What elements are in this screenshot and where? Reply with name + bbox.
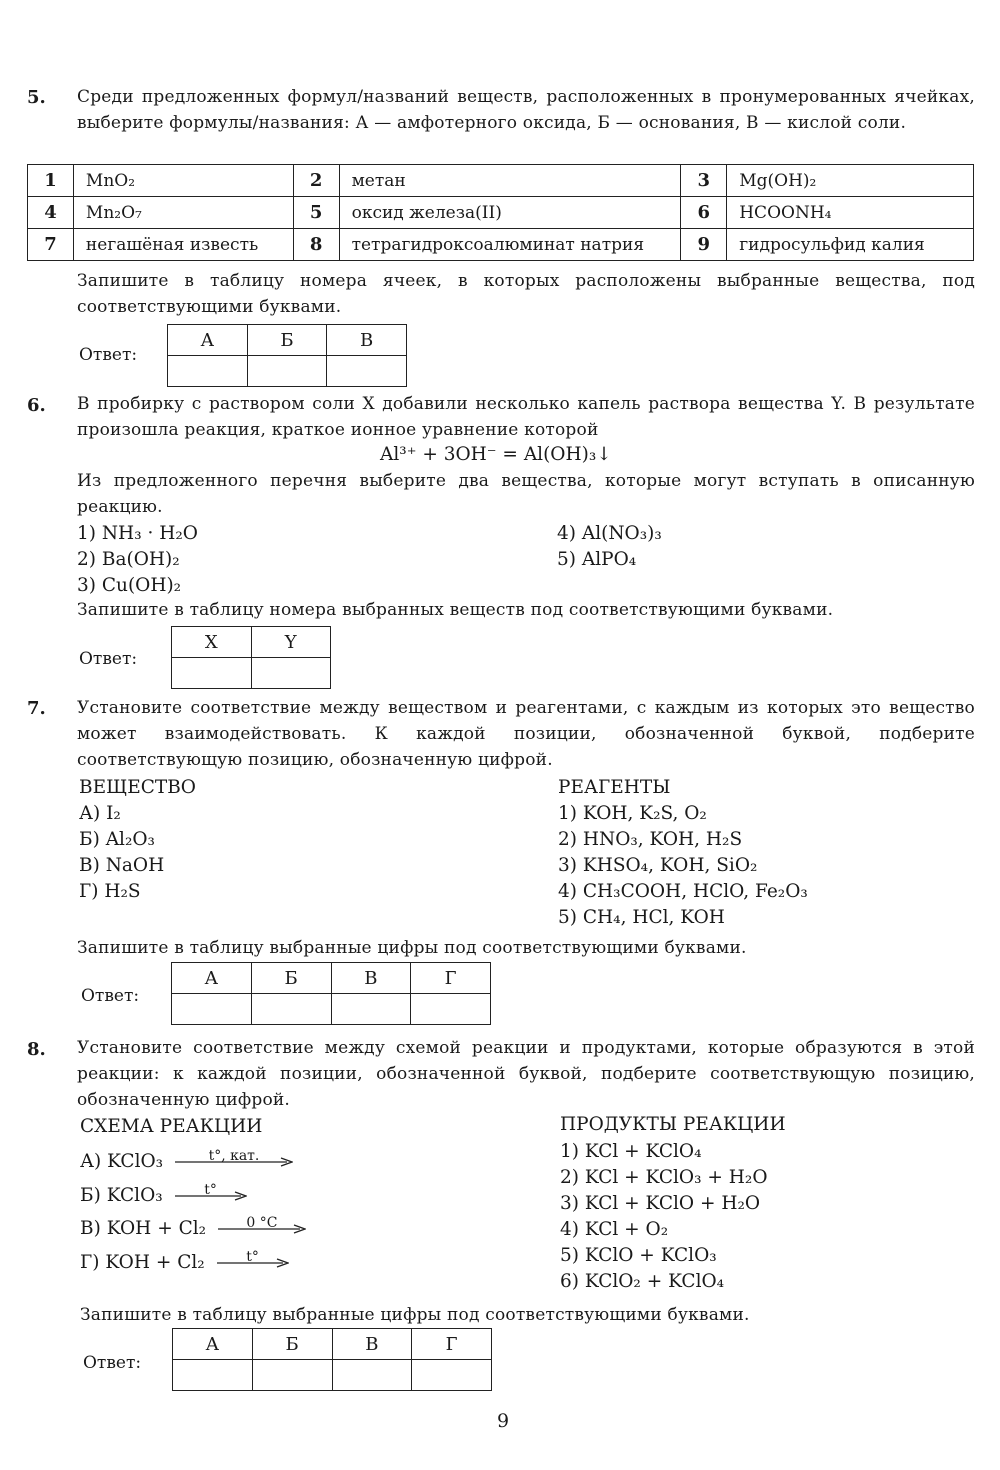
answer-col-header: А <box>173 1329 253 1360</box>
option-2: 2) Ba(OH)₂ <box>77 549 180 570</box>
task-5-text: Среди предложенных формул/названий веществ, расположенных в пронумерованных ячейках, выберите формулы/названия: А — амфотерного оксида, Б — основания, В — кислой соли. <box>77 87 975 133</box>
answer-label: Ответ: <box>83 1353 142 1373</box>
cell-substance: метан <box>339 165 681 197</box>
reaction-arrow <box>175 1182 247 1201</box>
cell-substance: тетрагидроксоалюминат натрия <box>339 229 681 261</box>
answer-col-header: Б <box>247 325 327 356</box>
answer-input-v[interactable] <box>331 994 411 1025</box>
task-7-instruction: Запишите в таблицу выбранные цифры под соответствующими буквами. <box>77 938 747 958</box>
reagent-2: 2) HNO₃, KOH, H₂S <box>558 829 743 850</box>
answer-col-header: В <box>332 1329 412 1360</box>
task-8-answer-table <box>172 1328 492 1391</box>
page-number: 9 <box>497 1410 510 1432</box>
right-column-heading: ПРОДУКТЫ РЕАКЦИИ <box>560 1114 786 1135</box>
option-1: 1) NH₃ · H₂O <box>77 523 198 544</box>
answer-input-y[interactable] <box>251 658 331 689</box>
product-6: 6) KClO₂ + KClO₄ <box>560 1271 725 1292</box>
product-4: 4) KCl + O₂ <box>560 1219 669 1240</box>
reaction-arrow <box>217 1249 289 1268</box>
substance-v: В) NaOH <box>79 855 165 876</box>
reaction-arrow <box>218 1215 306 1234</box>
cell-substance: HCOONH₄ <box>727 197 974 229</box>
option-5: 5) AlPO₄ <box>557 549 637 570</box>
cell-number: 2 <box>293 165 339 197</box>
cell-substance: оксид железа(II) <box>339 197 681 229</box>
answer-col-header: X <box>172 627 252 658</box>
reaction-condition: t°, кат. <box>208 1148 260 1164</box>
task-5-answer-table <box>167 324 407 387</box>
option-4: 4) Al(NO₃)₃ <box>557 523 662 544</box>
answer-col-header: Б <box>251 963 331 994</box>
cell-substance: гидросульфид калия <box>727 229 974 261</box>
left-column-heading: СХЕМА РЕАКЦИИ <box>80 1116 263 1137</box>
answer-input-g[interactable] <box>411 994 491 1025</box>
scheme-lhs: А) KClO₃ <box>80 1151 164 1172</box>
answer-input-g[interactable] <box>412 1360 492 1391</box>
task-7-number: 7. <box>27 698 46 719</box>
reagent-5: 5) CH₄, HCl, KOH <box>558 907 725 928</box>
substance-b: Б) Al₂O₃ <box>79 829 155 850</box>
answer-label: Ответ: <box>79 345 138 365</box>
task-6-instruction: Запишите в таблицу номера выбранных веществ под соответствующими буквами. <box>77 600 834 620</box>
task-8-instruction: Запишите в таблицу выбранные цифры под соответствующими буквами. <box>80 1305 750 1325</box>
product-2: 2) KCl + KClO₃ + H₂O <box>560 1167 768 1188</box>
answer-input-b[interactable] <box>251 994 331 1025</box>
cell-substance: MnO₂ <box>73 165 293 197</box>
task-6-number: 6. <box>27 395 46 416</box>
product-1: 1) KCl + KClO₄ <box>560 1141 702 1162</box>
answer-input-v[interactable] <box>332 1360 412 1391</box>
cell-substance: негашёная известь <box>73 229 293 261</box>
answer-col-header: Y <box>251 627 331 658</box>
cell-number: 6 <box>681 197 727 229</box>
reaction-condition: 0 °C <box>246 1215 278 1231</box>
answer-col-header: А <box>168 325 248 356</box>
cell-substance: Mg(OH)₂ <box>727 165 974 197</box>
cell-substance: Mn₂O₇ <box>73 197 293 229</box>
answer-label: Ответ: <box>81 986 140 1006</box>
task-8-number: 8. <box>27 1039 46 1060</box>
right-column-heading: РЕАГЕНТЫ <box>558 777 671 798</box>
answer-input-a[interactable] <box>172 994 252 1025</box>
answer-col-header: Г <box>412 1329 492 1360</box>
scheme-lhs: Г) KOH + Cl₂ <box>80 1252 205 1273</box>
task-5-number: 5. <box>27 87 46 108</box>
cell-number: 5 <box>293 197 339 229</box>
scheme-lhs: Б) KClO₃ <box>80 1185 163 1206</box>
task-6-answer-table <box>171 626 331 689</box>
cell-number: 7 <box>28 229 74 261</box>
answer-input-b[interactable] <box>247 356 327 387</box>
task-5-instruction: Запишите в таблицу номера ячеек, в которых расположены выбранные вещества, под соответствующими буквами. <box>77 271 975 317</box>
answer-col-header: Б <box>252 1329 332 1360</box>
reagent-4: 4) CH₃COOH, HClO, Fe₂O₃ <box>558 881 808 902</box>
cell-number: 1 <box>28 165 74 197</box>
scheme-lhs: В) KOH + Cl₂ <box>80 1218 207 1239</box>
answer-col-header: А <box>172 963 252 994</box>
scheme-a <box>80 1149 293 1175</box>
reaction-condition: t° <box>204 1182 217 1198</box>
reagent-3: 3) KHSO₄, KOH, SiO₂ <box>558 855 758 876</box>
left-column-heading: ВЕЩЕСТВО <box>79 777 196 798</box>
substance-a: А) I₂ <box>79 803 121 824</box>
scheme-g <box>80 1250 289 1276</box>
cell-number: 4 <box>28 197 74 229</box>
task-6-text-2: Из предложенного перечня выберите два вещества, которые могут вступать в описанную реакцию. <box>77 471 975 517</box>
task-6-text: В пробирку с раствором соли X добавили несколько капель раствора вещества Y. В результате произошла реакция, краткое ионное уравнение которой <box>77 394 975 440</box>
answer-input-x[interactable] <box>172 658 252 689</box>
option-3: 3) Cu(OH)₂ <box>77 575 182 596</box>
answer-input-v[interactable] <box>327 356 407 387</box>
task-5-substance-table <box>27 164 974 261</box>
answer-col-header: Г <box>411 963 491 994</box>
reaction-condition: t° <box>246 1249 259 1265</box>
answer-input-a[interactable] <box>173 1360 253 1391</box>
answer-label: Ответ: <box>79 649 138 669</box>
reaction-arrow <box>175 1148 293 1167</box>
answer-input-a[interactable] <box>168 356 248 387</box>
cell-number: 9 <box>681 229 727 261</box>
task-8-text: Установите соответствие между схемой реакции и продуктами, которые образуются в этой реакции: к каждой позиции, обозначенной буквой, подберите соответствующую позицию, обозначенную цифрой. <box>77 1038 975 1110</box>
reagent-1: 1) KOH, K₂S, O₂ <box>558 803 707 824</box>
answer-col-header: В <box>327 325 407 356</box>
product-5: 5) KClO + KClO₃ <box>560 1245 717 1266</box>
ionic-equation: Al³⁺ + 3OH⁻ = Al(OH)₃↓ <box>380 444 612 465</box>
cell-number: 8 <box>293 229 339 261</box>
scheme-b <box>80 1183 247 1209</box>
cell-number: 3 <box>681 165 727 197</box>
task-7-text: Установите соответствие между веществом и реагентами, с каждым из которых это вещество может взаимодействовать. К каждой позиции, обозначенной буквой, подберите соответствующую позицию, обозначенную цифрой. <box>77 698 975 770</box>
task-7-answer-table <box>171 962 491 1025</box>
scheme-v <box>80 1216 306 1242</box>
answer-input-b[interactable] <box>252 1360 332 1391</box>
answer-col-header: В <box>331 963 411 994</box>
substance-g: Г) H₂S <box>79 881 141 902</box>
product-3: 3) KCl + KClO + H₂O <box>560 1193 761 1214</box>
